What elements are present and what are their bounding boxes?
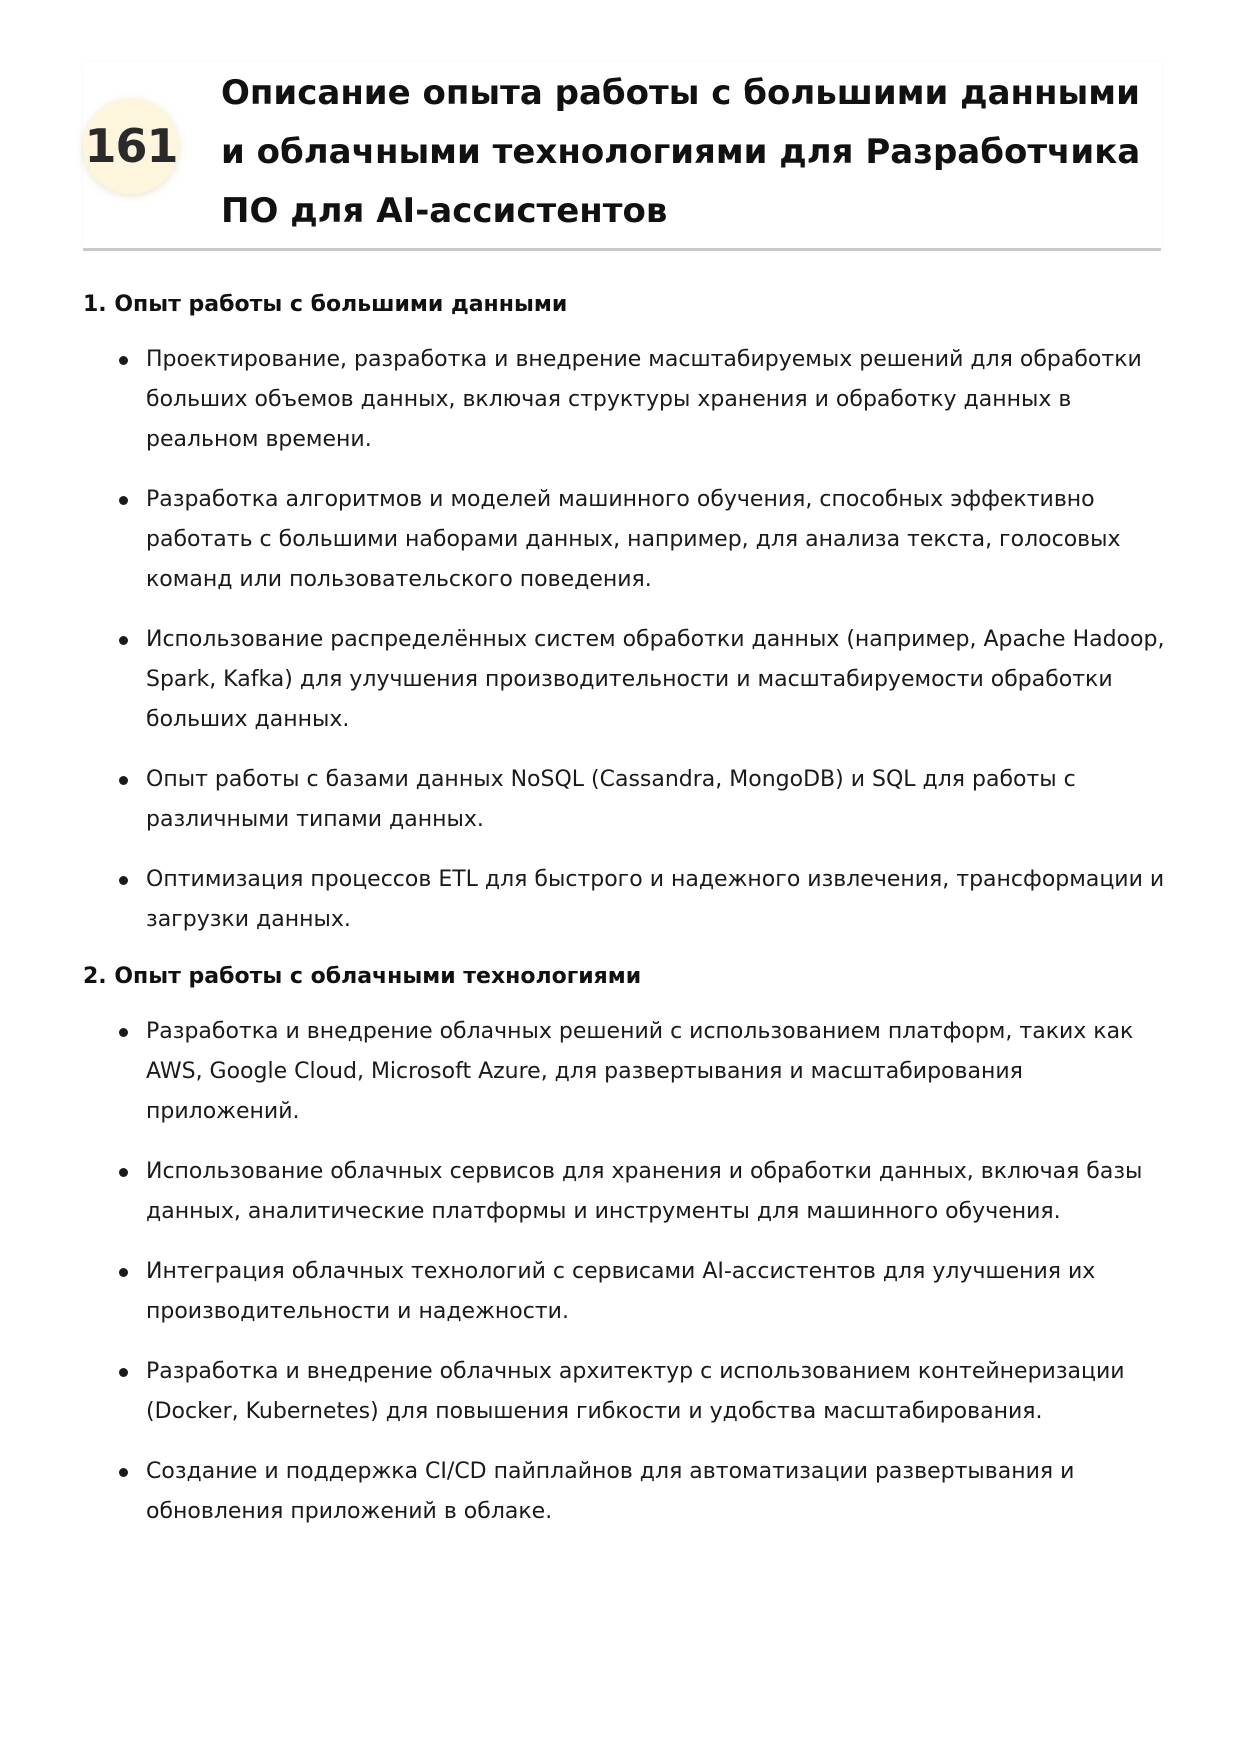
bullet-icon bbox=[119, 1168, 128, 1177]
page-title: Описание опыта работы с большими данными и облачными технологиями для Разработчика ПО для AI-ассистентов bbox=[221, 73, 1141, 231]
section-heading-cloud: 2. Опыт работы с облачными технологиями bbox=[83, 964, 642, 989]
bullet-icon bbox=[119, 636, 128, 645]
list-item-text: Создание и поддержка CI/CD пайплайнов для автоматизации развертывания и обновления приложений в облаке. bbox=[146, 1459, 1075, 1524]
list-item-text: Разработка и внедрение облачных решений с использованием платформ, таких как AWS, Google Cloud, Microsoft Azure, для развертывания и масштабирования приложений. bbox=[146, 1019, 1134, 1124]
list-item-text: Разработка алгоритмов и моделей машинного обучения, способных эффективно работать с большими наборами данных, например, для анализа текста, голосовых команд или пользовательского поведения. bbox=[146, 487, 1121, 592]
big-data-list bbox=[83, 340, 1173, 940]
list-item bbox=[83, 1012, 1173, 1132]
list-item-text: Интеграция облачных технологий с сервисами AI-ассистентов для улучшения их производительности и надежности. bbox=[146, 1259, 1096, 1324]
list-item bbox=[83, 760, 1173, 840]
list-item bbox=[83, 1252, 1173, 1332]
cloud-list bbox=[83, 1012, 1173, 1532]
section-heading-big-data: 1. Опыт работы с большими данными bbox=[83, 292, 568, 317]
list-item-text: Разработка и внедрение облачных архитектур с использованием контейнеризации (Docker, Kubernetes) для повышения гибкости и удобства масштабирования. bbox=[146, 1359, 1125, 1424]
document-header bbox=[83, 62, 1161, 251]
bullet-icon bbox=[119, 1468, 128, 1477]
list-item bbox=[83, 1352, 1173, 1432]
list-item bbox=[83, 1152, 1173, 1232]
bullet-icon bbox=[119, 496, 128, 505]
list-item bbox=[83, 860, 1173, 940]
list-item bbox=[83, 1452, 1173, 1532]
list-item bbox=[83, 340, 1173, 460]
list-item bbox=[83, 620, 1173, 740]
bullet-icon bbox=[119, 776, 128, 785]
bullet-icon bbox=[119, 876, 128, 885]
list-item-text: Проектирование, разработка и внедрение масштабируемых решений для обработки больших объемов данных, включая структуры хранения и обработку данных в реальном времени. bbox=[146, 347, 1142, 452]
list-item bbox=[83, 480, 1173, 600]
list-item-text: Оптимизация процессов ETL для быстрого и надежного извлечения, трансформации и загрузки данных. bbox=[146, 867, 1165, 932]
list-item-text: Опыт работы с базами данных NoSQL (Cassandra, MongoDB) и SQL для работы с различными типами данных. bbox=[146, 767, 1076, 832]
bullet-icon bbox=[119, 1028, 128, 1037]
bullet-icon bbox=[119, 356, 128, 365]
bullet-icon bbox=[119, 1368, 128, 1377]
number-badge: 161 bbox=[83, 98, 179, 194]
list-item-text: Использование распределённых систем обработки данных (например, Apache Hadoop, Spark, Kafka) для улучшения производительности и масштабируемости обработки больших данных. bbox=[146, 627, 1165, 732]
list-item-text: Использование облачных сервисов для хранения и обработки данных, включая базы данных, аналитические платформы и инструменты для машинного обучения. bbox=[146, 1159, 1143, 1224]
document-content bbox=[83, 290, 1173, 1532]
bullet-icon bbox=[119, 1268, 128, 1277]
